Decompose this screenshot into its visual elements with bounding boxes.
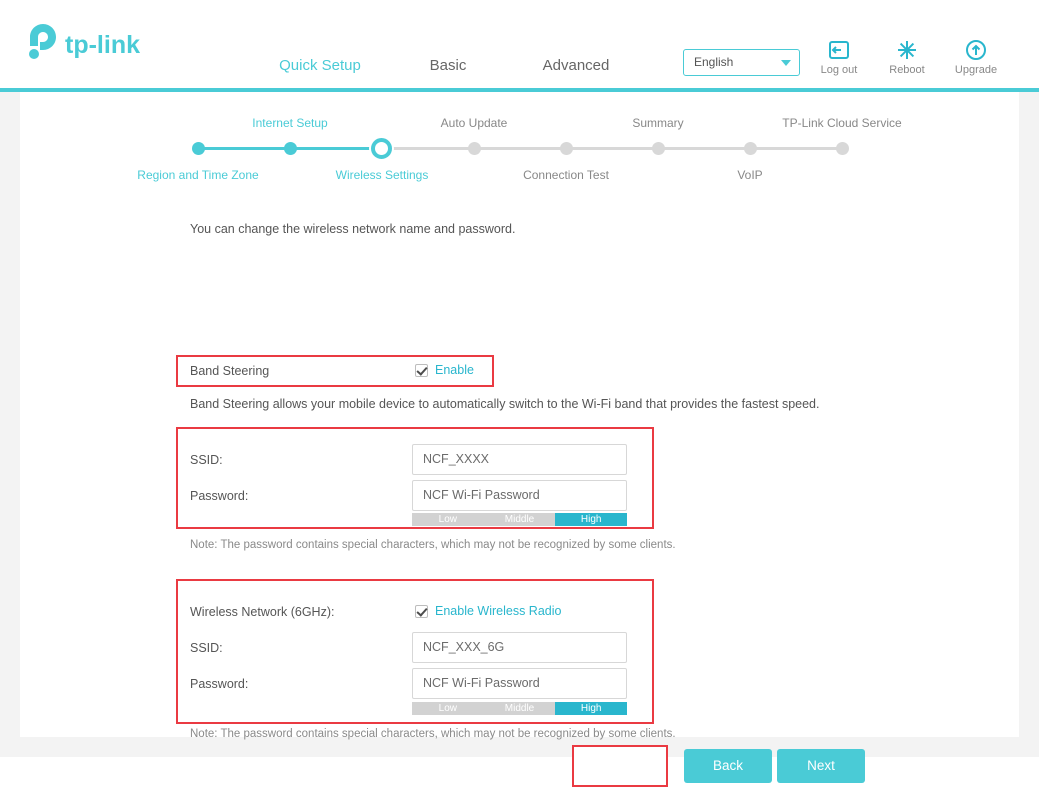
band-steering-enable-label: Enable <box>435 363 474 377</box>
primary-password-strength-meter <box>412 513 627 526</box>
step-label-summary[interactable]: Summary <box>632 116 684 130</box>
step-label-voip[interactable]: VoIP <box>737 168 763 182</box>
tab-advanced[interactable]: Advanced <box>542 57 610 74</box>
tab-quick-setup[interactable]: Quick Setup <box>256 44 384 88</box>
band-steering-enable-checkbox[interactable] <box>415 363 474 377</box>
step-dot-cloud-service[interactable] <box>836 142 849 155</box>
back-button[interactable]: Back <box>684 749 772 783</box>
step-dot-summary[interactable] <box>652 142 665 155</box>
strength-high: High <box>555 702 627 715</box>
next-button[interactable]: Next <box>777 749 865 783</box>
step-dot-auto-update[interactable] <box>468 142 481 155</box>
wireless-6ghz-label: Wireless Network (6GHz): <box>190 605 335 619</box>
wireless-6ghz-ssid-input[interactable]: NCF_XXX_6G <box>412 632 627 663</box>
reboot-button[interactable] <box>873 38 941 76</box>
form-intro-text: You can change the wireless network name and password. <box>190 222 516 236</box>
step-dot-connection-test[interactable] <box>560 142 573 155</box>
language-select-value: English <box>694 55 734 69</box>
checkbox-box-icon <box>415 364 428 377</box>
primary-password-note: Note: The password contains special characters, which may not be recognized by some clients. <box>190 539 676 551</box>
step-label-wireless-settings[interactable]: Wireless Settings <box>335 168 429 182</box>
strength-low: Low <box>412 702 484 715</box>
logout-button[interactable] <box>805 38 873 76</box>
language-select[interactable] <box>683 49 800 76</box>
primary-ssid-label: SSID: <box>190 453 223 467</box>
step-label-internet-setup[interactable]: Internet Setup <box>252 116 328 130</box>
step-dot-wireless-settings[interactable] <box>371 138 392 159</box>
step-dot-voip[interactable] <box>744 142 757 155</box>
primary-ssid-input[interactable]: NCF_XXXX <box>412 444 627 475</box>
svg-text:tp-link: tp-link <box>65 31 140 59</box>
band-steering-description: Band Steering allows your mobile device to automatically switch to the Wi-Fi band that provides the fastest speed. <box>190 397 820 411</box>
primary-password-input[interactable]: NCF Wi-Fi Password <box>412 480 627 511</box>
strength-high: High <box>555 513 627 526</box>
upgrade-label: Upgrade <box>954 64 998 76</box>
tp-link-logo <box>25 20 175 66</box>
wireless-6ghz-password-note: Note: The password contains special characters, which may not be recognized by some clients. <box>190 728 676 740</box>
next-button-highlight-box <box>572 745 668 787</box>
logout-label: Log out <box>820 64 858 76</box>
wireless-6ghz-enable-label: Enable Wireless Radio <box>435 604 562 618</box>
upgrade-icon <box>942 38 1010 62</box>
strength-middle: Middle <box>484 513 556 526</box>
main-tabs <box>256 44 640 88</box>
band-steering-label: Band Steering <box>190 364 270 378</box>
header-bar <box>0 0 1039 88</box>
step-dot-region-time-zone[interactable] <box>192 142 205 155</box>
wireless-6ghz-password-input[interactable]: NCF Wi-Fi Password <box>412 668 627 699</box>
upgrade-button[interactable] <box>942 38 1010 76</box>
wireless-6ghz-radio-checkbox[interactable] <box>415 604 561 618</box>
primary-password-label: Password: <box>190 489 249 503</box>
wireless-6ghz-password-label: Password: <box>190 677 249 691</box>
chevron-down-icon <box>781 60 791 66</box>
wireless-6ghz-ssid-label: SSID: <box>190 641 223 655</box>
setup-step-indicator <box>20 92 1019 192</box>
step-label-auto-update[interactable]: Auto Update <box>440 116 508 130</box>
wireless-settings-form <box>20 192 1019 773</box>
content-panel <box>20 92 1019 773</box>
logout-icon <box>805 38 873 62</box>
checkbox-box-icon <box>415 605 428 618</box>
step-label-connection-test[interactable]: Connection Test <box>523 168 609 182</box>
strength-middle: Middle <box>484 702 556 715</box>
step-label-region-time-zone[interactable]: Region and Time Zone <box>137 168 259 182</box>
step-label-cloud-service[interactable]: TP-Link Cloud Service <box>782 116 902 130</box>
step-dot-internet-setup[interactable] <box>284 142 297 155</box>
strength-low: Low <box>412 513 484 526</box>
tab-basic[interactable]: Basic <box>429 57 467 74</box>
reboot-label: Reboot <box>889 64 925 76</box>
wireless-6ghz-password-strength-meter <box>412 702 627 715</box>
reboot-icon <box>873 38 941 62</box>
